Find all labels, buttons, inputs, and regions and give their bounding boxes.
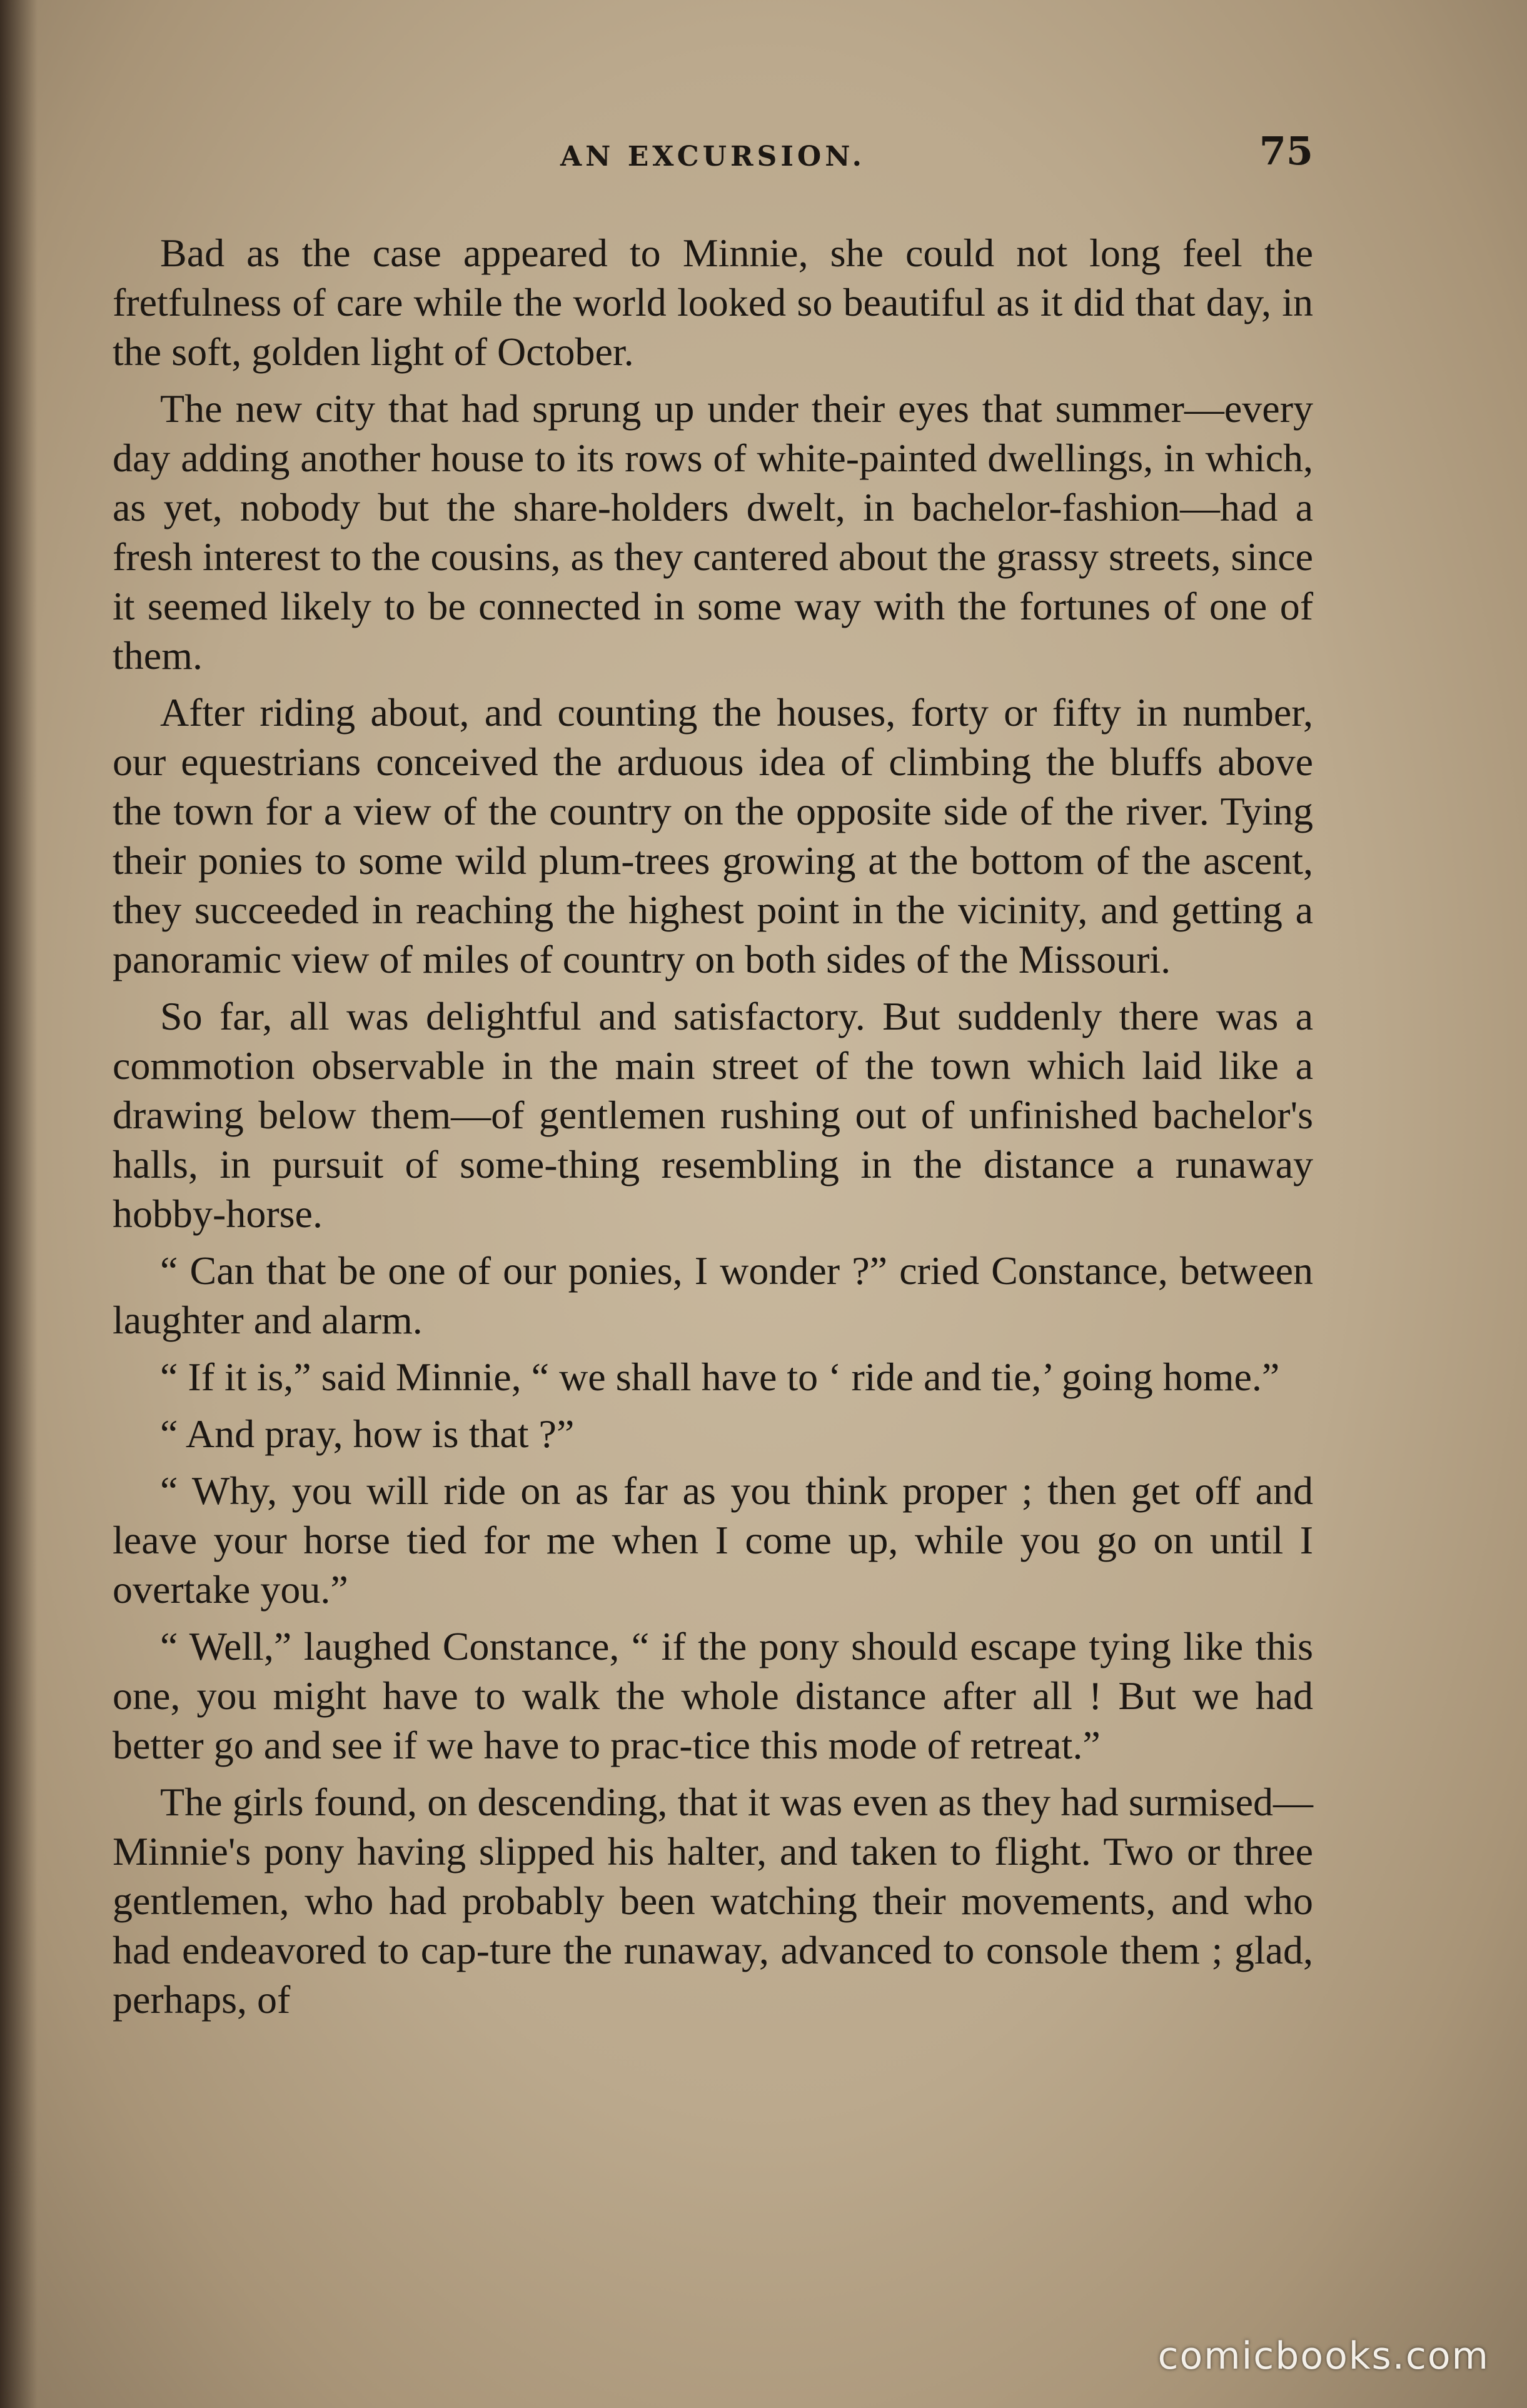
paragraph: “ If it is,” said Minnie, “ we shall have to ‘ ride and tie,’ going home.”	[160, 1355, 1280, 1399]
paragraph: After riding about, and counting the houses, forty or fifty in number, our equestrians conceived the arduous idea of climbing the bluffs above the town for a view of the country on the opposite side of the river. Tying their ponies to some wild plum-trees growing at the bottom of the ascent, they succeeded in reaching the highest point in the vicinity, and getting a panoramic view of miles of country on both sides of the Missouri.	[113, 690, 1313, 981]
paragraph: “ Why, you will ride on as far as you think proper ; then get off and leave your horse tied for me when I come up, while you go on until I overtake you.”	[113, 1468, 1313, 1612]
page-number: 75	[1259, 128, 1313, 174]
body-text	[113, 228, 1313, 2032]
paragraph: So far, all was delightful and satisfactory. But suddenly there was a commotion observable in the main street of the town which laid like a drawing below them—of gentlemen rushing out of unfinished bachelor's halls, in pursuit of some-thing resembling in the distance a runaway hobby-horse.	[113, 994, 1313, 1236]
paragraph: “ Can that be one of our ponies, I wonder ?” cried Constance, between laughter and alarm.	[113, 1248, 1313, 1342]
running-head: AN EXCURSION.	[560, 141, 865, 173]
paragraph: The new city that had sprung up under their eyes that summer—every day adding another house to its rows of white-painted dwellings, in which, as yet, nobody but the share-holders dwelt, in bachelor-fashion—had a fresh interest to the cousins, as they cantered about the grassy streets, since it seemed likely to be connected in some way with the fortunes of one of them.	[113, 386, 1313, 678]
paragraph: The girls found, on descending, that it was even as they had surmised—Minnie's pony having slipped his halter, and taken to flight. Two or three gentlemen, who had probably been watching their movements, and who had endeavored to cap-ture the runaway, advanced to console them ; glad, perhaps, of	[113, 1780, 1313, 2022]
paragraph: “ Well,” laughed Constance, “ if the pony should escape tying like this one, you might have to walk the whole distance after all ! But we had better go and see if we have to prac-tice this mode of retreat.”	[113, 1624, 1313, 1767]
watermark: comicbooks.com	[1157, 2334, 1489, 2378]
page-header	[113, 128, 1313, 184]
paragraph: “ And pray, how is that ?”	[160, 1412, 575, 1456]
paragraph: Bad as the case appeared to Minnie, she could not long feel the fretfulness of care while the world looked so beautiful as it did that day, in the soft, golden light of October.	[113, 231, 1313, 374]
